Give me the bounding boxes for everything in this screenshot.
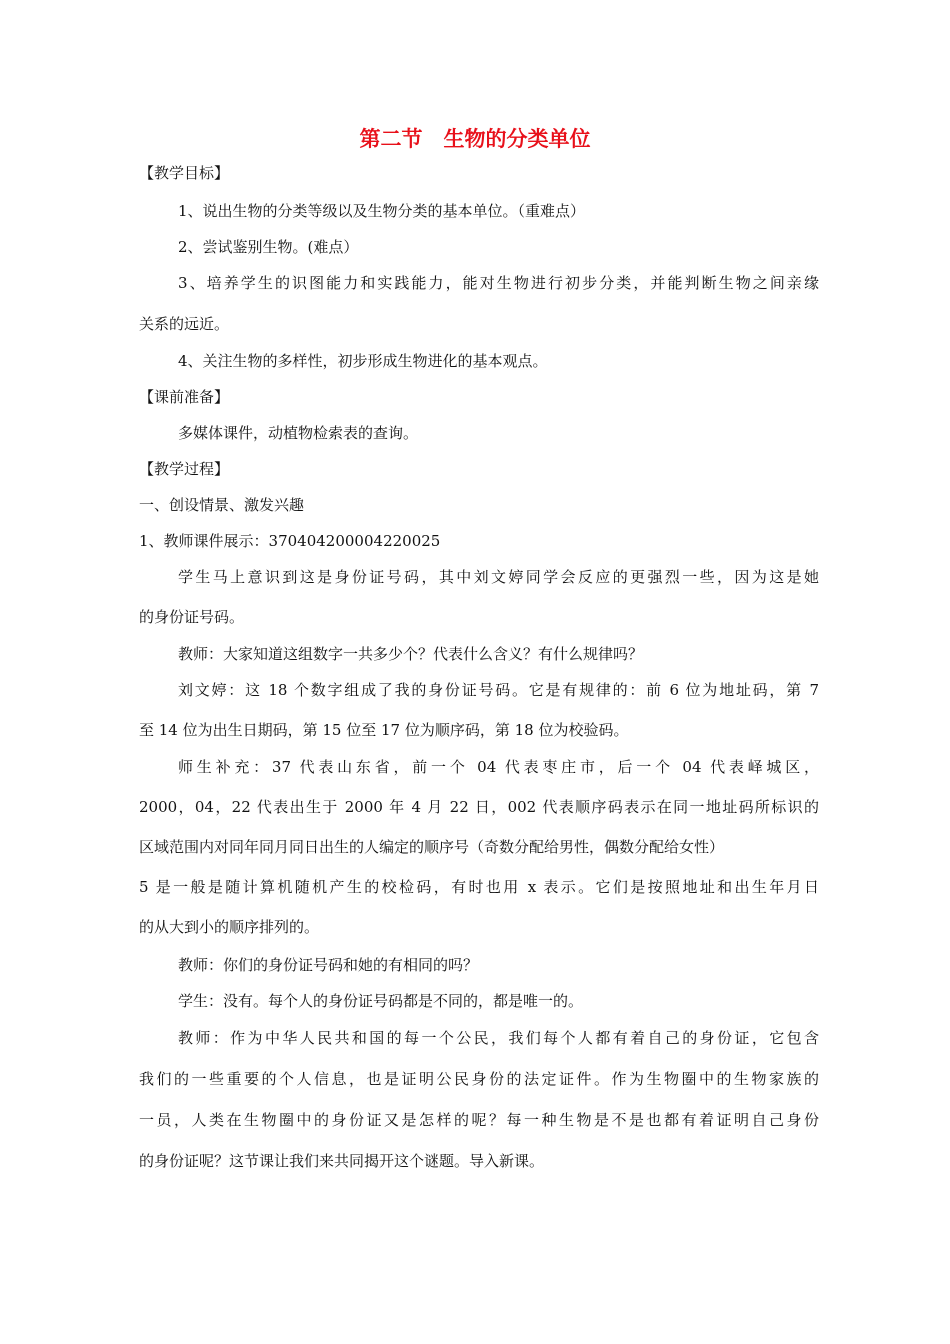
- objectives-heading: 【教学目标】: [139, 164, 230, 182]
- process-heading: 【教学过程】: [139, 460, 230, 478]
- paragraph-1-line-1: 学生马上意识到这是身份证号码，其中刘文婷同学会反应的更强烈一些，因为这是她: [178, 568, 819, 586]
- process-item-1: 1、教师课件展示：370404200004220025: [139, 532, 441, 550]
- objective-4: 4、关注生物的多样性，初步形成生物进化的基本观点。: [178, 352, 548, 370]
- paragraph-3-line-2: 至 14 位为出生日期码，第 15 位至 17 位为顺序码，第 18 位为校验码。: [139, 721, 629, 739]
- objective-3-line-2: 关系的远近。: [139, 315, 230, 333]
- page-title: 第二节 生物的分类单位: [359, 126, 591, 151]
- objective-1: 1、说出生物的分类等级以及生物分类的基本单位。（重难点）: [178, 202, 586, 220]
- paragraph-5: 教师：你们的身份证号码和她的有相同的吗？: [178, 956, 479, 974]
- prep-heading: 【课前准备】: [139, 388, 230, 406]
- paragraph-3-line-1: 刘文婷：这 18 个数字组成了我的身份证号码。它是有规律的：前 6 位为地址码，第 7: [178, 681, 819, 699]
- paragraph-6: 学生：没有。每个人的身份证号码都是不同的，都是唯一的。: [178, 992, 584, 1010]
- paragraph-4-line-1: 师生补充：37 代表山东省，前一个 04 代表枣庄市，后一个 04 代表峄城区，: [178, 758, 819, 776]
- paragraph-7-line-1: 教师：作为中华人民共和国的每一个公民，我们每个人都有着自己的身份证，它包含: [178, 1029, 819, 1047]
- paragraph-7-line-3: 一员，人类在生物圈中的身份证又是怎样的呢？每一种生物是不是也都有着证明自己身份: [139, 1111, 819, 1129]
- paragraph-7-line-4: 的身份证呢？这节课让我们来共同揭开这个谜题。导入新课。: [139, 1152, 545, 1170]
- paragraph-1-line-2: 的身份证号码。: [139, 608, 245, 626]
- paragraph-4-line-4: 5 是一般是随计算机随机产生的校检码，有时也用 x 表示。它们是按照地址和出生年月日: [139, 878, 819, 896]
- paragraph-4-line-3: 区域范围内对同年同月同日出生的人编定的顺序号（奇数分配给男性，偶数分配给女性）: [139, 838, 725, 856]
- objective-3-line-1: 3、培养学生的识图能力和实践能力，能对生物进行初步分类，并能判断生物之间亲缘: [178, 274, 819, 292]
- prep-text: 多媒体课件，动植物检索表的查询。: [178, 424, 419, 442]
- paragraph-4-line-5: 的从大到小的顺序排列的。: [139, 918, 320, 936]
- paragraph-7-line-2: 我们的一些重要的个人信息，也是证明公民身份的法定证件。作为生物圈中的生物家族的: [139, 1070, 819, 1088]
- process-step-1: 一、创设情景、激发兴趣: [139, 496, 305, 514]
- paragraph-2: 教师：大家知道这组数字一共多少个？代表什么含义？有什么规律吗？: [178, 645, 644, 663]
- objective-2: 2、尝试鉴别生物。(难点）: [178, 238, 359, 256]
- paragraph-4-line-2: 2000，04，22 代表出生于 2000 年 4 月 22 日，002 代表顺序码表示在同一地址码所标识的: [139, 798, 819, 816]
